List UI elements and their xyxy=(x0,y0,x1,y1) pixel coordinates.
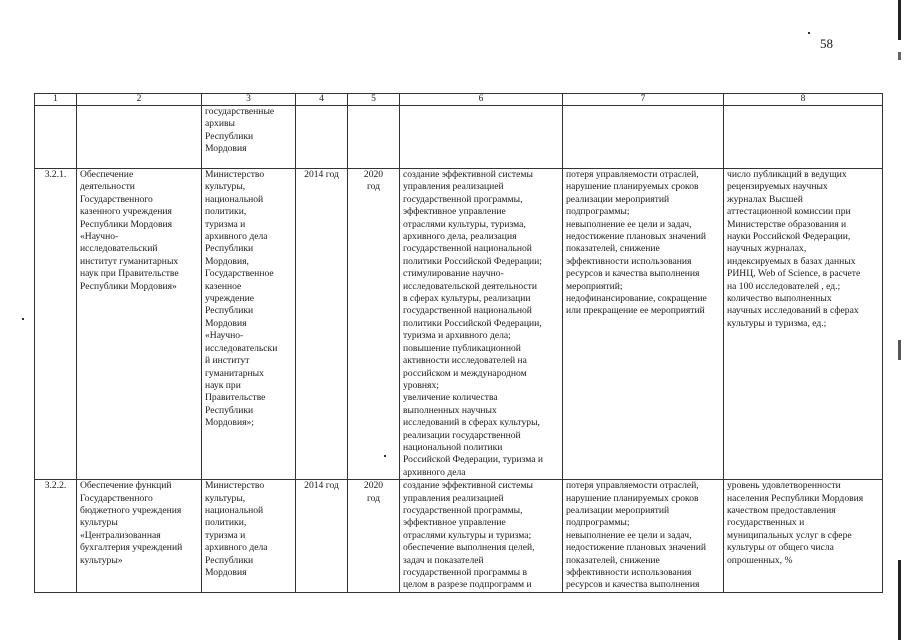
text-line: Министерство xyxy=(205,480,265,492)
text-line: бюджетного учреждения xyxy=(80,504,182,516)
scan-edge-mark xyxy=(898,0,901,40)
text-line: Правительстве xyxy=(205,392,266,404)
text-line: государственной программы, xyxy=(403,193,523,205)
text-line: учреждение xyxy=(205,293,254,305)
text-line: нарушение планируемых сроков xyxy=(566,181,699,193)
text-line: опрошенных, % xyxy=(727,554,793,566)
text-line: подпрограммы; xyxy=(566,206,630,218)
text-line: уровнях; xyxy=(403,379,439,391)
table-row xyxy=(35,169,883,480)
scan-speck xyxy=(808,32,810,34)
text-line: Государственного xyxy=(80,492,153,504)
text-line: исследовательский xyxy=(80,243,158,255)
text-line: государственных и xyxy=(727,517,805,529)
text-line: ресурсов и качества выполнения xyxy=(566,579,700,591)
text-line: «Научно- xyxy=(205,330,244,342)
text-line: индексируемых в базах данных xyxy=(727,255,856,267)
text-line: обеспечение выполнения целей, xyxy=(403,542,535,554)
text-line: управления реализацией xyxy=(403,181,504,193)
text-line: Республики xyxy=(205,130,254,142)
text-line: невыполнение ее цели и задач, xyxy=(566,218,692,230)
text-line: качеством предоставления xyxy=(727,504,836,516)
text-line: создание эффективной системы xyxy=(403,169,533,180)
text-line: Республики xyxy=(205,554,254,566)
column-header: 8 xyxy=(724,94,883,106)
text-line: реализации мероприятий xyxy=(566,504,670,516)
text-line: 2020 xyxy=(363,480,384,492)
text-line: архивы xyxy=(205,118,235,130)
text-line: архивного дела, реализация xyxy=(403,231,517,243)
indicators-cell xyxy=(724,480,883,593)
scan-speck xyxy=(22,318,24,320)
text-line: государственной программы, xyxy=(403,504,523,516)
text-line: Республики Мордовия» xyxy=(80,280,177,292)
text-line: архивного дела xyxy=(205,231,268,243)
start-year-cell: 2014 год xyxy=(296,169,348,480)
column-header: 1 xyxy=(35,94,77,106)
text-line: или прекращение ее мероприятий xyxy=(566,305,705,317)
text-line: культуры, xyxy=(205,181,246,193)
text-line: нарушение планируемых сроков xyxy=(566,492,699,504)
text-line: Государственного xyxy=(80,193,153,205)
executor-cell xyxy=(202,169,296,480)
text-line: повышение публикационной xyxy=(403,342,521,354)
scan-edge-mark xyxy=(898,52,901,60)
expected-result-cell xyxy=(400,480,563,593)
continuation-executor-cell xyxy=(202,106,296,169)
text-line: аттестационной комиссии при xyxy=(727,206,851,218)
text-line: подпрограммы; xyxy=(566,517,630,529)
text-line: й институт xyxy=(205,355,250,367)
text-line: казенного учреждения xyxy=(80,206,172,218)
text-line: национальной xyxy=(205,193,264,205)
end-year-cell xyxy=(348,480,400,593)
text-line: культуры и туризма, ед.; xyxy=(727,317,827,329)
text-line: Республики xyxy=(205,243,254,255)
text-line: культуры от общего числа xyxy=(727,542,834,554)
text-line: «Централизованная xyxy=(80,529,161,541)
text-line: эффективное управление xyxy=(403,517,506,529)
text-line: Обеспечение xyxy=(80,169,134,180)
text-line: Российской Федерации, туризма и xyxy=(403,454,544,466)
column-header: 3 xyxy=(202,94,296,106)
text-line: Мордовия xyxy=(205,317,247,329)
text-line: наук при Правительстве xyxy=(80,268,179,280)
text-line: туризма и xyxy=(205,529,246,541)
text-line: увеличение количества xyxy=(403,392,498,404)
text-line: рецензируемых научных xyxy=(727,181,828,193)
text-line: казенное xyxy=(205,280,242,292)
risks-cell xyxy=(563,169,724,480)
text-line: мероприятий; xyxy=(566,280,623,292)
text-line: исследовательски xyxy=(205,342,278,354)
text-line: показателей, снижение xyxy=(566,554,660,566)
text-line: российском и международном xyxy=(403,367,527,379)
measure-name-cell xyxy=(77,480,202,593)
text-line: Министерство xyxy=(205,169,265,180)
text-line: РИНЦ, Web of Science, в расчете xyxy=(727,268,861,280)
column-header: 7 xyxy=(563,94,724,106)
row-number: 3.2.2. xyxy=(35,480,77,593)
text-line: потеря управляемости отраслей, xyxy=(566,169,699,180)
text-line: культуры» xyxy=(80,554,123,566)
program-table xyxy=(34,93,883,593)
scan-edge-mark xyxy=(898,340,901,360)
text-line: «Научно- xyxy=(80,231,119,243)
text-line: отраслями культуры и туризма; xyxy=(403,529,532,541)
text-line: показателей, снижение xyxy=(566,243,660,255)
text-line: недостижение плановых значений xyxy=(566,542,707,554)
text-line: целом в разрезе подпрограмм и xyxy=(403,579,532,591)
executor-cell xyxy=(202,480,296,593)
text-line: число публикаций в ведущих xyxy=(727,169,847,180)
text-line: архивного дела xyxy=(205,542,268,554)
text-line: количество выполненных xyxy=(727,293,832,305)
expected-result-cell xyxy=(400,169,563,480)
end-year-cell xyxy=(348,169,400,480)
text-line: недостижение плановых значений xyxy=(566,231,707,243)
text-line: государственные xyxy=(205,106,275,117)
text-line: бухгалтерия учреждений xyxy=(80,542,183,554)
column-header: 5 xyxy=(348,94,400,106)
text-line: год xyxy=(366,181,381,193)
text-line: Мордовия, xyxy=(205,255,249,267)
text-line: недофинансирование, сокращение xyxy=(566,293,707,305)
text-line: культуры, xyxy=(205,492,246,504)
text-line: 2020 xyxy=(363,169,384,180)
text-line: Обеспечение функций xyxy=(80,480,172,492)
text-line: Государственное xyxy=(205,268,274,280)
text-line: научных исследований в сферах xyxy=(727,305,859,317)
text-line: в сферах культуры, реализации xyxy=(403,293,531,305)
text-line: государственной национальной xyxy=(403,305,532,317)
text-line: эффективное управление xyxy=(403,206,506,218)
page-number: 58 xyxy=(820,36,833,51)
table-header-row xyxy=(35,94,883,106)
text-line: Мордовия xyxy=(205,567,247,578)
text-line: политики Российской Федерации; xyxy=(403,255,542,267)
text-line: науки Российской Федерации, xyxy=(727,231,851,243)
text-line: туризма и архивного дела; xyxy=(403,330,511,342)
text-line: создание эффективной системы xyxy=(403,480,533,492)
text-line: наук при xyxy=(205,379,241,391)
continuation-row xyxy=(35,106,883,169)
risks-cell xyxy=(563,480,724,593)
text-line: национальной политики xyxy=(403,441,503,453)
text-line: гуманитарных xyxy=(205,367,264,379)
text-line: национальной xyxy=(205,504,264,516)
text-line: политики Российской Федерации, xyxy=(403,317,542,329)
text-line: активности исследователей на xyxy=(403,355,527,367)
text-line: выполненных научных xyxy=(403,404,497,416)
text-line: Министерстве образования и xyxy=(727,218,847,230)
text-line: политики, xyxy=(205,206,247,218)
column-header: 6 xyxy=(400,94,563,106)
table-row xyxy=(35,480,883,593)
text-line: журналах Высшей xyxy=(727,193,803,205)
text-line: архивного дела xyxy=(403,466,466,478)
text-line: Республики xyxy=(205,305,254,317)
column-header: 2 xyxy=(77,94,202,106)
text-line: Республики Мордовия xyxy=(80,218,173,230)
text-line: населения Республики Мордовия xyxy=(727,492,864,504)
row-number: 3.2.1. xyxy=(35,169,77,480)
text-line: научных журналах, xyxy=(727,243,807,255)
text-line: реализации мероприятий xyxy=(566,193,670,205)
text-line: культуры xyxy=(80,517,118,529)
text-line: на 100 исследователей , ед.; xyxy=(727,280,841,292)
text-line: Республики xyxy=(205,404,254,416)
scan-edge-mark xyxy=(898,560,901,640)
text-line: отраслями культуры, туризма, xyxy=(403,218,526,230)
text-line: муниципальных услуг в сфере xyxy=(727,529,852,541)
text-line: политики, xyxy=(205,517,247,529)
text-line: эффективности использования xyxy=(566,567,692,578)
text-line: ресурсов и качества выполнения xyxy=(566,268,700,280)
text-line: Мордовия xyxy=(205,143,247,155)
text-line: реализации государственной xyxy=(403,429,521,441)
text-line: уровень удовлетворенности xyxy=(727,480,841,492)
text-line: потеря управляемости отраслей, xyxy=(566,480,699,492)
measure-name-cell xyxy=(77,169,202,480)
text-line: государственной программы в xyxy=(403,567,528,578)
text-line: деятельности xyxy=(80,181,135,193)
text-line: управления реализацией xyxy=(403,492,504,504)
text-line: год xyxy=(366,492,381,504)
text-line: задач и показателей xyxy=(403,554,484,566)
text-line: эффективности использования xyxy=(566,255,692,267)
column-header: 4 xyxy=(296,94,348,106)
text-line: институт гуманитарных xyxy=(80,255,179,267)
text-line: государственной национальной xyxy=(403,243,532,255)
text-line: исследовательской деятельности xyxy=(403,280,537,292)
text-line: невыполнение ее цели и задач, xyxy=(566,529,692,541)
start-year-cell: 2014 год xyxy=(296,480,348,593)
indicators-cell xyxy=(724,169,883,480)
text-line: туризма и xyxy=(205,218,246,230)
text-line: стимулирование научно- xyxy=(403,268,504,280)
text-line: Мордовия»; xyxy=(205,417,254,429)
text-line: исследований в сферах культуры, xyxy=(403,417,540,429)
